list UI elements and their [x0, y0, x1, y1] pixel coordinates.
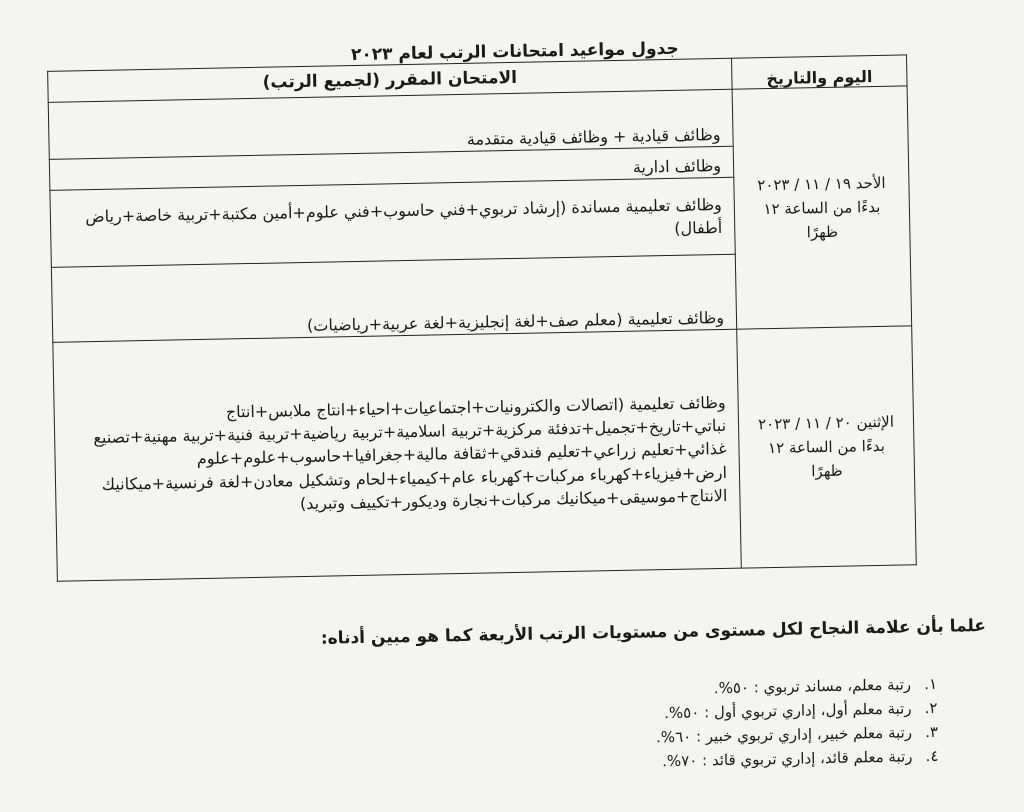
date-sunday-line1: الأحد ١٩ / ١١ / ٢٠٢٣: [757, 173, 886, 194]
header-date: اليوم والتاريخ: [731, 55, 907, 89]
list-item-text: رتبة معلم، مساند تربوي : ٥٠%.: [713, 675, 912, 698]
date-cell-monday: [737, 326, 917, 568]
table-row: [53, 326, 916, 581]
exam-cell-teaching-specialized: وظائف تعليمية (اتصالات والكترونيات+اجتماعيات+احياء+انتاج ملابس+انتاج نباتي+تاريخ+تجميل+تدفئة مركزية+تربية اسلامية+تربية رياضية+تربية فنية+تربية مهنية+تصنيع غذائي+تعليم زراعي+تعليم فندقي+ثقافة مالية+جغرافيا+حاسوب+علوم+علوم ارض+فيزياء+كهرباء مركبات+كهرباء عام+كيمياء+لحام وتشكيل معادن+لغة فرنسية+ميكانيك الانتاج+موسيقى+ميكانيك مركبات+نجارة وديكور+تكييف وتبريد): [53, 329, 741, 581]
date-sunday-line2: بدءًا من الساعة ١٢ ظهرًا: [763, 197, 881, 241]
exam-cell-teaching-core: وظائف تعليمية (معلم صف+لغة إنجليزية+لغة عربية+رياضيات): [51, 254, 736, 342]
date-cell-sunday: [732, 86, 912, 329]
list-item-text: رتبة معلم أول، إداري تربوي أول : ٥٠%.: [664, 699, 912, 723]
date-monday-line1: الإثنين ٢٠ / ١١ / ٢٠٢٣: [757, 412, 895, 434]
exam-cell-administrative: وظائف ادارية: [49, 146, 733, 190]
list-item-number: ١.: [924, 674, 938, 694]
list-item-text: رتبة معلم قائد، إداري تربوي قائد : ٧٠%.: [661, 747, 913, 771]
list-item-text: رتبة معلم خبير، إداري تربوي خبير : ٦٠%.: [655, 723, 913, 747]
list-item-number: ٣.: [924, 722, 939, 742]
header-exam: الامتحان المقرر (لجميع الرتب): [48, 58, 732, 102]
exam-cell-support: وظائف تعليمية مساندة (إرشاد تربوي+فني حاسوب+فني علوم+أمين مكتبة+تربية خاصة+رياض أطفال): [50, 177, 735, 267]
exam-cell-leadership: وظائف قيادية + وظائف قيادية متقدمة: [48, 89, 733, 159]
document-title: جدول مواعيد امتحانات الرتب لعام ٢٠٢٣: [350, 38, 679, 66]
date-monday-line2: بدءًا من الساعة ١٢ ظهرًا: [767, 436, 886, 481]
list-item-number: ٤.: [925, 746, 939, 766]
levels-list: [67, 671, 969, 784]
list-item-number: ٢.: [924, 698, 938, 718]
passing-mark-note: علما بأن علامة النجاح لكل مستوى من مستويات الرتب الأربعة كما هو مبين أدناه:: [320, 615, 987, 649]
exam-schedule-table: [47, 54, 917, 581]
